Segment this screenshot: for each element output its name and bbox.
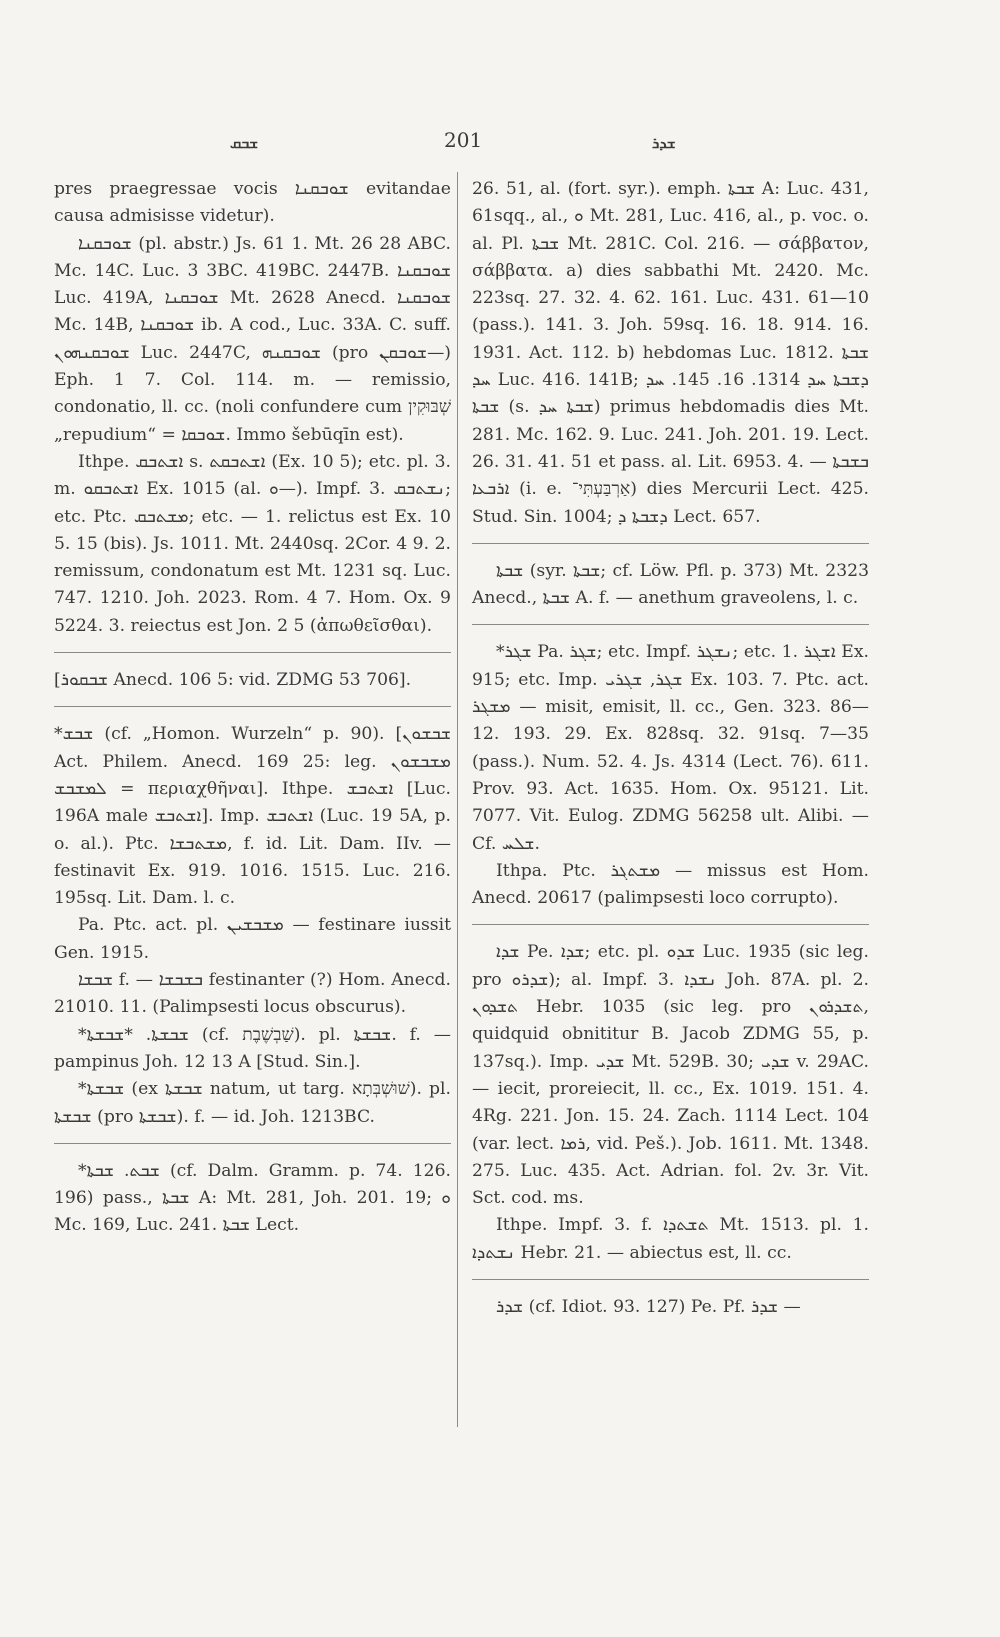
dictionary-entry: Ithpe. ܐܫܬܒܩ s. ܐܫܬܒܩܬ (Ex. 10 5); etc. pl. 3. m. ܐܫܬܒܩܘ Ex. 1015 (al. ܘ—). Impf. 3. ܢܫܬܒܩ; etc. Ptc. ܡܫܬܒܩ; etc. — 1. relictus est Ex. 10 5. 15 (bis). Js. 1011. Mt. 2440sq. 2Cor. 4 9. 2. remissum, condonatum est Mt. 1231 sq. Luc. 747. 1210. Joh. 2023. Rom. 4 7. Hom. Ox. 9 5224. 3. reiectus est Jon. 2 5 (ἀπωθεῖσθαι). [54,451,451,636]
dictionary-entry: ܫܘܒܩܢܐ (pl. abstr.) Js. 61 1. Mt. 26 28 ABC. Mc. 14C. Luc. 3 3BC. 419BC. 2447B. ܫܘܒܩܢܐ Luc. 419A, ܫܘܒܩܢܐ Mt. 2628 Anecd. ܫܘܒܩܢܐ Mc. 14B, ܫܘܒܩܢܐ ib. A cod., Luc. 33A. C. suff. ܫܘܒܩܢܗܘܢ Luc. 2447C, ܫܘܒܩܢܗ (pro ܫܘܒܩܢ—) Eph. 1 7. Col. 114. m. — remissio, condonatio, ll. cc. (noli confundere cum שְׁבּוּקִין „repudium“ = ܫܘܒܩܐ. Immo šebūqīn est). [54,233,451,445]
dictionary-entry: Pa. Ptc. act. pl. ܡܫܒܫܝܢ — festinare iussit Gen. 1915. [54,915,452,963]
dictionary-entry: Ithpa. Ptc. ܡܫܬܓܪ — missus est Hom. Anecd. 20617 (palimpsesti loco corrupto). [472,860,869,909]
dictionary-entry: ܫܕܐ Pe. ܫܕܐ; etc. pl. ܫܕܘ Luc. 1935 (sic leg. pro ܫܕܪܘ); al. Impf. 3. ܢܫܕܐ Joh. 87A. pl. 2. ܬܫܕܘܢ Hebr. 1035 (sic leg. pro ܬܫܕܪܘܢ, quidquid obnititur B. Jacob ZDMG 55, p. 137sq.). Imp. ܫܕܝ Mt. 529B. 30; ܫܕܝ v. 29AC. — iecit, proreiecit, ll. cc., Ex. 1019. 151. 4. 4Rg. 221. Jon. 15. 24. Zach. 1114 Lect. 104 (var. lect. ܪܡܐ, vid. Peš.). Job. 1611. Mt. 1348. 275. Luc. 435. Act. Adrian. fol. 2v. 3r. Vit. Sct. cod. ms. [472,942,870,1209]
left-column [54,176,451,1240]
dictionary-entry: [ܫܒܩܘܪ Anecd. 106 5: vid. ZDMG 53 706]. [54,670,412,691]
dictionary-entry: *ܫܒܫܬܐ (ex ܫܒܫܬܐ natum, ut targ. שׁוּשְׁבְּתָא). pl. ܫܒܫܬܐ (pro ܫܒܫܬܐ). f. — id. Joh. 1213BC. [54,1079,451,1127]
dictionary-entry: *ܫܒܫ (cf. „Homon. Wurzeln“ p. 90). [ܫܒܫܘܢ Act. Philem. Anecd. 169 25: leg. ܡܫܒܫܘܢ ܠܡܫܒܫ = περιαχθῆναι]. Ithpe. ܐܫܬܒܫ [Luc. 196A male ܐܫܬܒܫ]. Imp. ܐܫܬܒܫ (Luc. 19 5A, p. o. al.). Ptc. ܡܫܬܒܫܐ, f. id. Lit. Dam. IIv. — festinavit Ex. 919. 1016. 1515. Luc. 216. 195sq. Lit. Dam. l. c. [54,724,452,909]
dictionary-entry: ܫܒܫܐ f. — ܒܫܒܫܐ festinanter (?) Hom. Anecd. 21010. 11. (Palimpsesti locus obscurus). [54,970,451,1018]
entry-separator [54,1143,451,1144]
dictionary-entry: pres praegressae vocis ܫܘܒܩܢܐ evitandae causa admisisse videtur). [54,179,451,227]
entry-separator [472,1279,869,1280]
entry-separator [54,652,451,653]
entry-separator [54,706,451,707]
right-column [472,176,869,1321]
page-number: 201 [444,128,483,152]
head-word-left: ܫܒܩ [230,134,259,152]
entry-separator [472,624,869,625]
dictionary-entry: ܫܒܬܐ (syr. ܫܒܬܐ; cf. Löw. Pfl. p. 373) Mt. 2323 Anecd., ܫܒܬܐ A. f. — anethum graveolens, l. c. [472,560,870,609]
dictionary-entry: Ithpe. Impf. 3. f. ܬܫܬܕܐ Mt. 1513. pl. 1. ܢܫܬܕܐ Hebr. 21. — abiectus est, ll. cc. [472,1215,869,1263]
dictionary-entry: 26. 51, al. (fort. syr.). emph. ܫܒܬܐ A: Luc. 431, 61sqq., al., ܘ Mt. 281, Luc. 416, al., p. voc. o. al. Pl. ܫܒܬܐ Mt. 281C. Col. 216. — σάββατον, σάββατα. a) dies sabbathi Mt. 2420. Mc. 223sq. 27. 32. 4. 62. 161. Luc. 431. 61—10 (pass.). 141. 3. Joh. 59sq. 16. 18. 914. 16. 1931. Act. 112. b) hebdomas Luc. 1812. ܫܒܬܐ ܚܕ Luc. 416. 141B; ܕܫܒܬܐ ܚܕ 1314. 16. 145. ܚܕ ܫܒܬܐ (s. ܫܒܬܐ ܚܕ) primus hebdomadis dies Mt. 281. Mc. 162. 9. Luc. 241. Joh. 201. 19. Lect. 26. 31. 41. 51 et pass. al. Lit. 6953. 4. — ܒܫܒܬܐ ܐܪܒܥܐ (i. e. אַרְבַּעְתִּי־) dies Mercurii Lect. 425. Stud. Sin. 1004; ܕܫܒܬܐ ܕ Lect. 657. [472,179,869,527]
entry-separator [472,543,869,544]
head-word-right: ܫܕܪ [652,134,676,152]
dictionary-entry: ܫܕܪ (cf. Idiot. 93. 127) Pe. Pf. ܫܕܪ — [496,1296,801,1317]
column-divider [457,172,458,1427]
entry-separator [472,924,869,925]
dictionary-entry: *ܫܓܪ Pa. ܫܓܪ; etc. Impf. ܢܫܓܪ; etc. 1. ܐܫܓܪ Ex. 915; etc. Imp. ܫܓܪ, ܫܓܪܝ Ex. 103. 7. Ptc. act. ܡܫܓܪ — misit, emisit, ll. cc., Gen. 323. 86—12. 193. 29. Ex. 828sq. 32. 91sq. 7—35 (pass.). Num. 52. 4. Js. 4314 (Lect. 76). 611. Prov. 93. Act. 1635. Hom. Ox. 95121. Lit. 7077. Vit. Eulog. ZDMG 56258 ult. Alibi. — Cf. ܫܠܚ. [472,642,870,854]
dictionary-entry: *ܫܒܬ. ܫܒܬܐ (cf. Dalm. Gramm. p. 74. 126. 196) pass., ܫܒܬܐ A: Mt. 281, Joh. 201. 19; ܘ Mc. 169, Luc. 241. ܫܒܬܐ Lect. [54,1160,451,1236]
dictionary-entry: *ܫܒܫܬܐ. *ܫܒܫܬܐ (cf. שַׁבְשֶׁבֶת). pl. ܫܒܫܬܐ. f. — pampinus Joh. 12 13 A [Stud. Sin.]. [54,1024,451,1072]
running-head [0,128,1000,158]
